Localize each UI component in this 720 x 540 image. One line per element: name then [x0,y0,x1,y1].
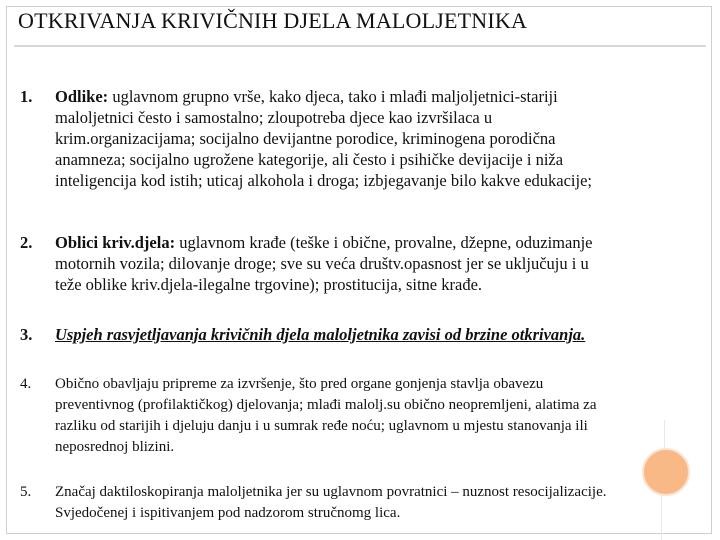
title-divider [14,45,706,47]
item-text: Uspjeh rasvjetljavanja krivičnih djela maloljetnika zavisi od brzine otkrivanja. [55,325,586,344]
slide-title: OTKRIVANJA KRIVIČNIH DJELA MALOLJETNIKA [18,8,528,33]
item-line: teže oblike kriv.djela-ilegalne trgovine); prostitucija, sitne krađe. [55,275,483,294]
item-line: uglavnom krađe (teške i obične, provalne, džepne, oduzimanje [175,233,593,252]
item-line: razliku od starijih i djeluju danju i u sumrak ređe noću; uglavnom u mjestu stanovanja ili [55,418,588,434]
decorative-line [664,420,665,448]
item-line: uglavnom grupno vrše, kako djeca, tako i mlađi maljoljetnici-stariji [108,87,558,106]
item-line: preventivnog (profilaktičkog) djelovanja; mlađi malolj.su obično neopremljeni, alatima za [55,397,597,413]
item-line: maloljetnici često i samostalno; zloupotreba djece kao izvršilaca u [55,108,493,127]
item-number: 1. [20,87,33,106]
item-line: Značaj daktiloskopiranja maloljetnika jer su uglavnom povratnici – nuznost resocijalizacije. [55,484,607,500]
item-line: inteligencija kod istih; uticaj alkohola i droga; izbjegavanje bilo kakve edukacije; [55,171,592,190]
item-number: 2. [20,233,33,252]
decorative-line [661,494,662,540]
item-number: 4. [20,376,32,392]
item-line: Svjedočenej i ispitivanjem pod nadzorom stručnomg lica. [55,505,401,521]
item-number: 3. [20,325,33,344]
item-line: neposrednoj blizini. [55,439,175,455]
item-line: anamneza; socijalno ugrožene kategorije, ali često i psihičke devijacije i niža [55,150,564,169]
item-label: Odlike: [55,87,109,106]
decorative-circle [642,448,690,496]
item-label: Oblici kriv.djela: [55,233,176,252]
item-line: Obično obavljaju pripreme za izvršenje, što pred organe gonjenja stavlja obavezu [55,376,544,392]
item-line: motornih vozila; dilovanje droge; sve su veća društv.opasnost jer se uključuju i u [55,254,589,273]
item-number: 5. [20,484,32,500]
item-line: krim.organizacijama; socijalno devijantne porodice, kriminogena porodična [55,129,556,148]
